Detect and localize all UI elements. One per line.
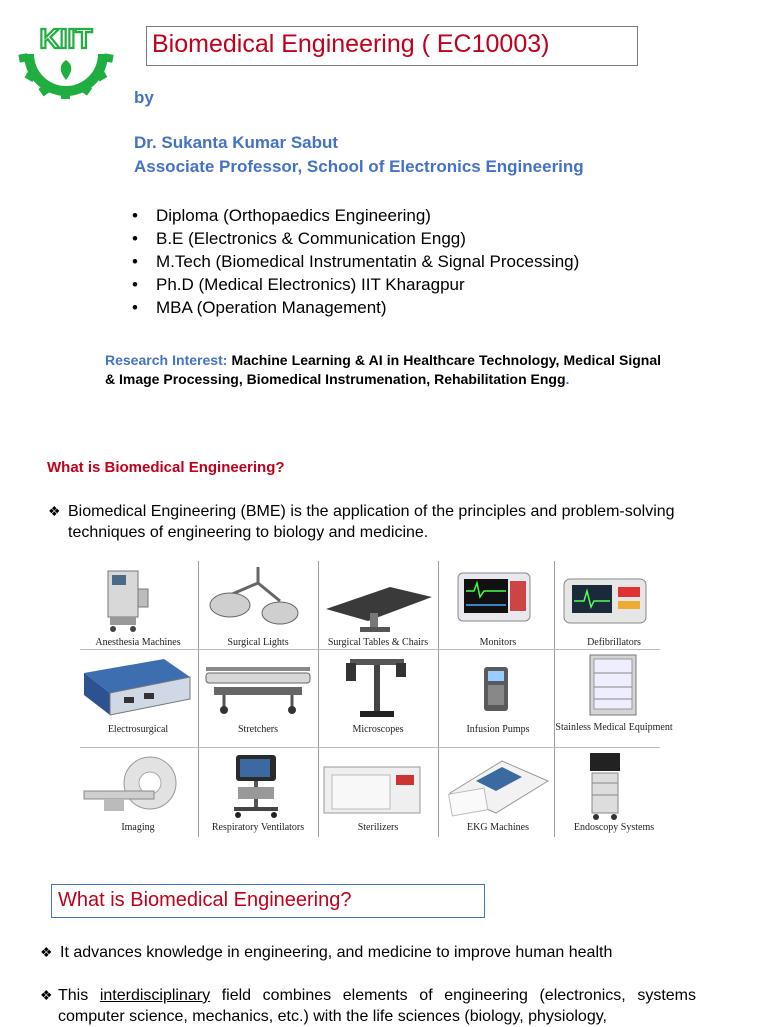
interdisciplinary-paragraph: [40, 985, 696, 1027]
equipment-label: Surgical Tables & Chairs: [327, 637, 429, 648]
equipment-label: EKG Machines: [467, 822, 529, 833]
research-interest: [105, 351, 661, 389]
endoscopy-tower-icon: [556, 751, 672, 823]
qualification-item: • MBA (Operation Management): [132, 296, 579, 319]
equipment-defibrillators: [556, 561, 672, 653]
title-box: [146, 26, 638, 66]
equipment-label: Microscopes: [352, 724, 404, 735]
by-label: by: [134, 88, 154, 107]
equipment-label: Surgical Lights: [227, 637, 289, 648]
kiit-logo: [16, 20, 116, 100]
question-heading-2: What is Biomedical Engineering?: [58, 889, 352, 911]
bullet-diamond-icon: ❖: [40, 987, 53, 1003]
author-position: Associate Professor, School of Electronics Engineering: [134, 157, 584, 176]
ct-scanner-icon: [80, 751, 196, 823]
qualification-item: • B.E (Electronics & Communication Engg): [132, 227, 579, 250]
ekg-machine-icon: [440, 751, 556, 823]
logo-text: KIIT: [39, 23, 93, 54]
research-label: Research Interest:: [105, 352, 228, 368]
heading-box-2: [51, 884, 485, 918]
equipment-surgical-tables: [320, 561, 436, 653]
paragraph-start: This: [58, 987, 100, 1004]
equipment-label: Respiratory Ventilators: [211, 822, 305, 833]
equipment-label: Anesthesia Machines: [95, 637, 181, 648]
ventilator-icon: [200, 751, 316, 823]
equipment-label: Imaging: [121, 822, 155, 833]
bullet-diamond-icon: ❖: [40, 944, 53, 960]
definition-text: Biomedical Engineering (BME) is the application of the principles and problem-solving techniques of engineering to biology and medicine.: [68, 503, 675, 541]
definition-paragraph: [48, 501, 688, 543]
equipment-infusion-pumps: [440, 653, 556, 745]
microscope-icon: [320, 653, 436, 719]
equipment-electrosurgical: [80, 653, 196, 745]
equipment-ventilators: [200, 751, 316, 843]
qualification-item: • Ph.D (Medical Electronics) IIT Kharagpur: [132, 273, 579, 296]
equipment-label: Infusion Pumps: [466, 724, 530, 735]
equipment-imaging: [80, 751, 196, 843]
qualification-item: • Diploma (Orthopaedics Engineering): [132, 204, 579, 227]
equipment-label: Stretchers: [238, 724, 278, 735]
equipment-anesthesia: [80, 561, 196, 653]
equipment-label: Endoscopy Systems: [573, 822, 655, 833]
gear-logo-icon: [16, 20, 116, 100]
infusion-pump-icon: [440, 653, 556, 719]
equipment-monitors: [440, 561, 556, 653]
advances-paragraph: [40, 942, 720, 963]
bullet-diamond-icon: ❖: [48, 503, 61, 519]
patient-monitor-icon: [440, 561, 556, 637]
author-name: Dr. Sukanta Kumar Sabut: [134, 133, 339, 152]
equipment-label: Monitors: [479, 637, 517, 648]
equipment-microscopes: [320, 653, 436, 745]
stainless-cabinet-icon: [556, 653, 672, 719]
equipment-label: Sterilizers: [357, 822, 399, 833]
interdisciplinary-link: interdisciplinary: [99, 987, 211, 1004]
advances-text: It advances knowledge in engineering, and medicine to improve human health: [60, 944, 613, 961]
equipment-label: Stainless Medical Equipment: [555, 722, 673, 733]
page-title: Biomedical Engineering ( EC10003): [152, 30, 550, 58]
equipment-surgical-lights: [200, 561, 316, 653]
paragraph-rest: field combines elements of engineering (electronics, systems computer science, mechanics, etc.) with the life sciences (biology, physiology,: [58, 987, 697, 1025]
equipment-label: Electrosurgical: [107, 724, 169, 735]
stretcher-icon: [200, 653, 316, 719]
qualification-list: [132, 204, 579, 319]
research-end: .: [565, 371, 570, 387]
equipment-endoscopy: [556, 751, 672, 843]
equipment-label: Defibrillators: [587, 637, 641, 648]
electrosurgical-unit-icon: [80, 653, 196, 719]
research-text: Machine Learning & AI in Healthcare Technology, Medical Signal & Image Processing, Biomedical Instrumenation, Rehabilitation Engg: [105, 352, 661, 387]
sterilizer-icon: [320, 751, 436, 823]
question-heading-1: What is Biomedical Engineering?: [47, 459, 285, 476]
surgical-light-icon: [200, 561, 316, 637]
defibrillator-icon: [556, 561, 672, 637]
anesthesia-machine-icon: [80, 561, 196, 637]
equipment-stretchers: [200, 653, 316, 745]
qualification-item: • M.Tech (Biomedical Instrumentatin & Signal Processing): [132, 250, 579, 273]
equipment-ekg: [440, 751, 556, 843]
equipment-grid: [80, 561, 673, 837]
equipment-stainless: [556, 653, 672, 745]
surgical-table-icon: [320, 561, 436, 637]
equipment-sterilizers: [320, 751, 436, 843]
